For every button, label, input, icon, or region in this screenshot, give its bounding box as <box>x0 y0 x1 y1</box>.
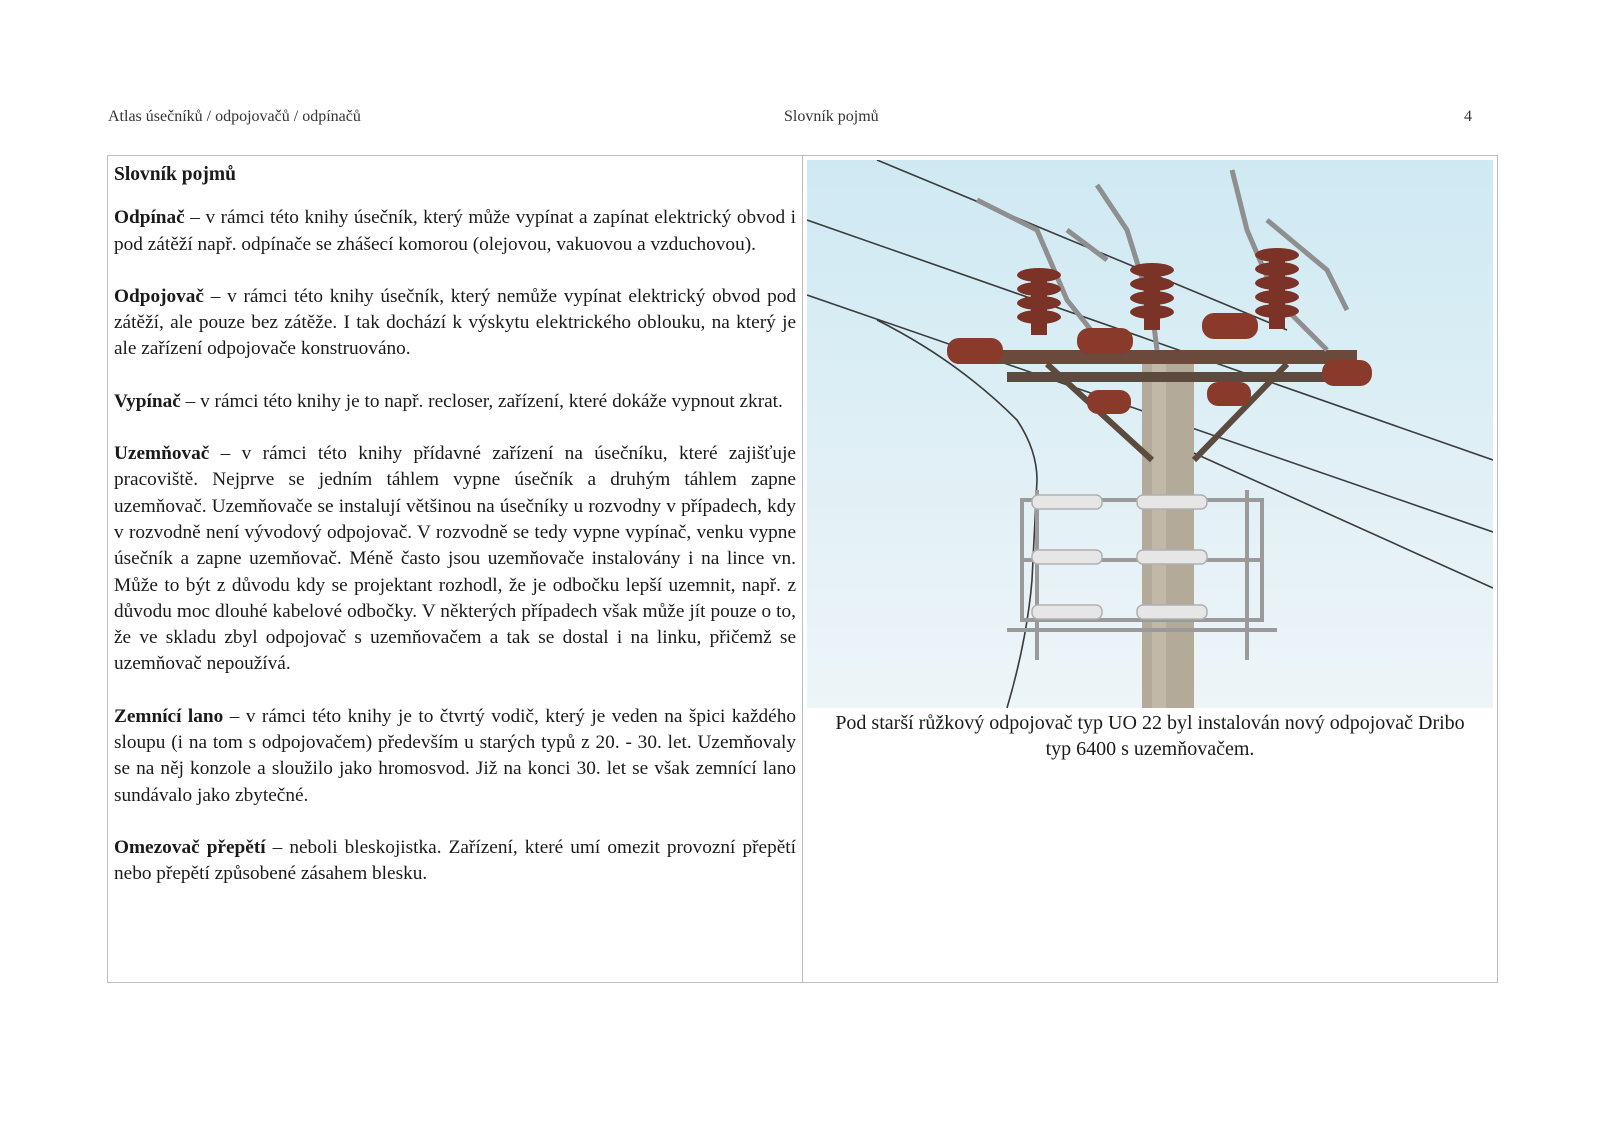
definition: – v rámci této knihy úsečník, který může vypínat a zapínat elektrický obvod i pod zátěží např. odpínače se zhášecí komorou (olejovou, vakuovou a vzduchovou). <box>114 207 796 255</box>
chapter-title: Slovník pojmů <box>784 108 879 125</box>
glossary-entry-uzemnovac <box>114 441 796 678</box>
glossary-title: Slovník pojmů <box>114 164 236 185</box>
definition: – v rámci této knihy úsečník, který nemůže vypínat elektrický obvod pod zátěží, ale pouze bez zátěže. I tak dochází k výskytu elektrického oblouku, na který je ale zařízení odpojovače konstruováno. <box>114 285 796 360</box>
term: Vypínač <box>114 390 181 412</box>
concrete-pole <box>1142 360 1194 708</box>
glossary-entry-vypinac <box>114 389 796 415</box>
term: Odpínač <box>114 207 185 229</box>
definition: – v rámci této knihy je to např. recloser, zařízení, které dokáže vypnout zkrat. <box>180 390 783 412</box>
glossary-entry-zemnici-lano <box>114 704 796 809</box>
book-title: Atlas úsečníků / odpojovačů / odpínačů <box>108 108 361 125</box>
term: Omezovač přepětí <box>114 836 266 858</box>
glossary-entry-odpinac <box>114 205 796 258</box>
definition: – v rámci této knihy je to čtvrtý vodič, který je veden na špici každého sloupu (i na tom s odpojovačem) především u starých typů z 20. - 30. let. Uzemňovaly se na něj konzole a sloužilo jako hromosvod. Již na konci 30. let se však zemnící lano sundávalo jako zbytečné. <box>114 705 796 806</box>
glossary-column <box>108 156 803 982</box>
term: Zemnící lano <box>114 705 224 727</box>
glossary-entry-odpojovac <box>114 284 796 363</box>
definition: – v rámci této knihy přídavné zařízení na úsečníku, které zajišťuje pracoviště. Nejprve se jedním táhlem vypne úsečník a druhým táhlem zapne uzemňovač. Uzemňovače se instalují většinou na úsečníky u rozvodny v případech, kdy v rozvodně není vývodový odpojovač. V rozvodně se tedy vypne vypínač, venku vypne úsečník a zapne uzemňovač. Méně často jsou uzemňovače instalovány i na lince vn. Může to být z důvodu kdy se projektant rozhodl, že je odbočku lepší uzemnit, např. z důvodu moc dlouhé kabelové odbočky. V některých případech však může jít pouze o to, že ve skladu zbyl odpojovač s uzemňovačem a tak se dostal i na linku, přičemž se uzemňovač nepoužívá. <box>114 443 796 675</box>
term: Uzemňovač <box>114 443 210 465</box>
figure-caption: Pod starší růžkový odpojovač typ UO 22 byl instalován nový odpojovač Dribo typ 6400 s uzemňovačem. <box>835 712 1465 760</box>
disconnector-photo <box>807 160 1493 708</box>
figure-column <box>803 156 1497 982</box>
definition: – neboli bleskojistka. Zařízení, které umí omezit provozní přepětí nebo přepětí způsobené zásahem blesku. <box>114 836 796 885</box>
content-table <box>107 155 1498 983</box>
glossary-entry-omezovac-prepeti <box>114 835 796 888</box>
page-header <box>108 108 1472 132</box>
page-number: 4 <box>1464 108 1472 125</box>
term: Odpojovač <box>114 285 204 307</box>
